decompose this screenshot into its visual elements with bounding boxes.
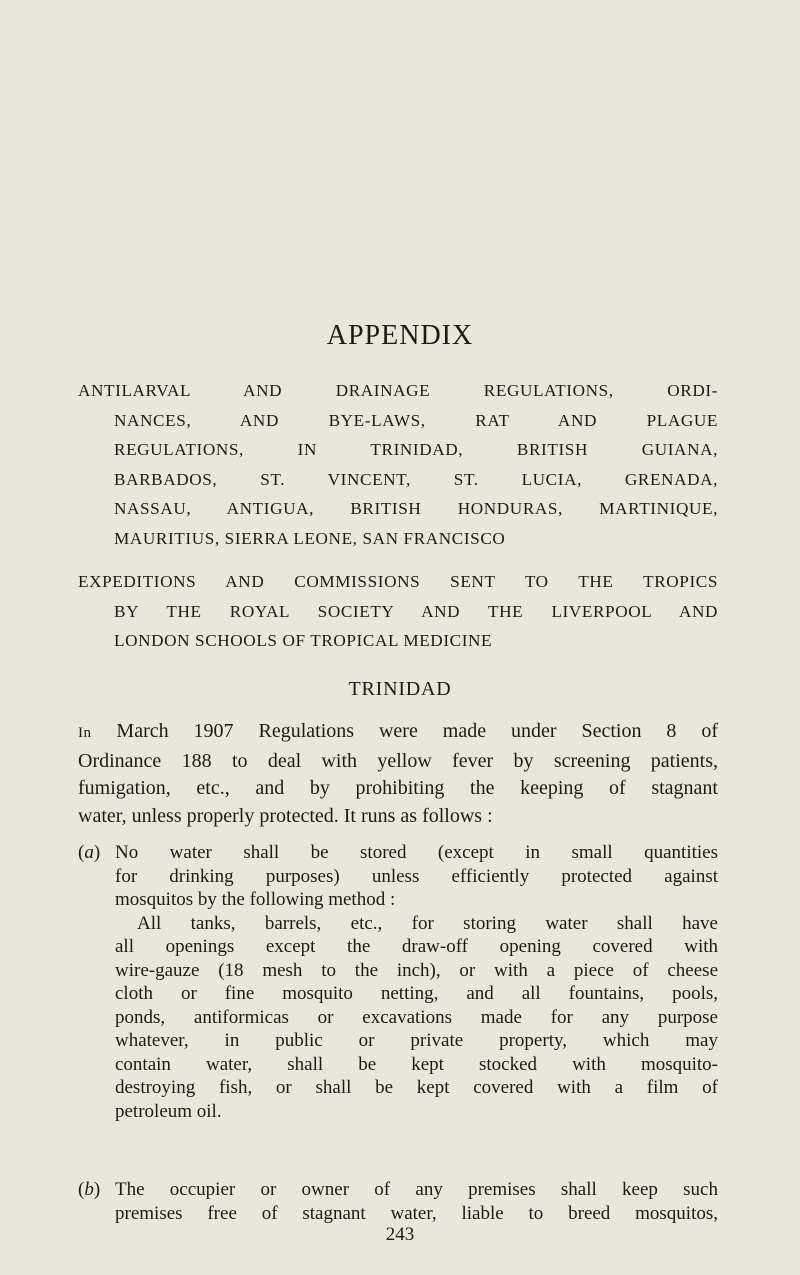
- regulations-heading-line: NASSAU, ANTIGUA, BRITISH HONDURAS, MARTINIQUE,: [114, 499, 718, 518]
- expeditions-heading-line: LONDON SCHOOLS OF TROPICAL MEDICINE: [114, 631, 493, 650]
- item-marker-close: ): [93, 1179, 101, 1200]
- item-line: mosquitos by the following method :: [115, 889, 396, 910]
- item-line: cloth or fine mosquito netting, and all fountains, pools,: [115, 983, 718, 1004]
- item-marker-open: (: [78, 842, 85, 863]
- item-body: [115, 1178, 718, 1225]
- intro-line: water, unless properly protected. It runs as follows :: [78, 804, 493, 827]
- section-heading: TRINIDAD: [348, 678, 452, 700]
- item-marker: [78, 1178, 114, 1202]
- item-line: wire-gauze (18 mesh to the inch), or with a piece of cheese: [115, 959, 718, 981]
- regulations-heading-line: MAURITIUS, SIERRA LEONE, SAN FRANCISCO: [114, 528, 506, 548]
- item-body: [115, 841, 718, 1123]
- expeditions-heading-line: BY THE ROYAL SOCIETY AND THE LIVERPOOL AND: [114, 601, 718, 621]
- item-marker-letter: a: [84, 842, 94, 863]
- item-line: petroleum oil.: [115, 1100, 222, 1122]
- item-line: All tanks, barrels, etc., for storing water shall have: [137, 912, 718, 934]
- appendix-title: APPENDIX: [326, 320, 474, 351]
- item-line: destroying fish, or shall be kept covered with a film of: [115, 1077, 718, 1098]
- intro-line: [78, 718, 718, 748]
- item-line: ponds, antiformicas or excavations made for any purpose: [115, 1006, 718, 1028]
- item-marker-letter: b: [84, 1179, 94, 1200]
- item-line: No water shall be stored (except in small quantities: [115, 842, 718, 863]
- intro-paragraph: [78, 718, 718, 830]
- intro-first-word: In: [78, 725, 92, 741]
- expeditions-heading: [78, 567, 718, 656]
- intro-line: fumigation, etc., and by prohibiting the keeping of stagnant: [78, 777, 718, 799]
- expeditions-heading-line: EXPEDITIONS AND COMMISSIONS SENT TO THE TROPICS: [78, 572, 718, 591]
- regulations-heading: [78, 376, 718, 553]
- intro-line: Ordinance 188 to deal with yellow fever by screening patients,: [78, 749, 718, 772]
- regulations-heading-line: REGULATIONS, IN TRINIDAD, BRITISH GUIANA,: [114, 440, 718, 459]
- item-marker: [78, 841, 114, 865]
- regulations-heading-line: BARBADOS, ST. VINCENT, ST. LUCIA, GRENADA,: [114, 469, 718, 489]
- item-marker-close: ): [93, 842, 101, 863]
- regulations-heading-line: ANTILARVAL AND DRAINAGE REGULATIONS, ORDI-: [78, 381, 718, 400]
- intro-line-text: March 1907 Regulations were made under Section 8 of: [91, 720, 718, 742]
- item-line: contain water, shall be kept stocked with mosquito-: [115, 1053, 718, 1075]
- item-line: whatever, in public or private property, which may: [115, 1030, 718, 1051]
- item-marker-open: (: [78, 1179, 85, 1200]
- page-number: 243: [385, 1224, 415, 1245]
- item-line: all openings except the draw-off opening covered with: [115, 936, 718, 957]
- regulations-heading-line: NANCES, AND BYE-LAWS, RAT AND PLAGUE: [114, 410, 718, 430]
- item-line: The occupier or owner of any premises shall keep such: [115, 1179, 718, 1200]
- item-line: premises free of stagnant water, liable to breed mosquitos,: [115, 1202, 718, 1224]
- item-line: for drinking purposes) unless efficiently protected against: [115, 865, 718, 887]
